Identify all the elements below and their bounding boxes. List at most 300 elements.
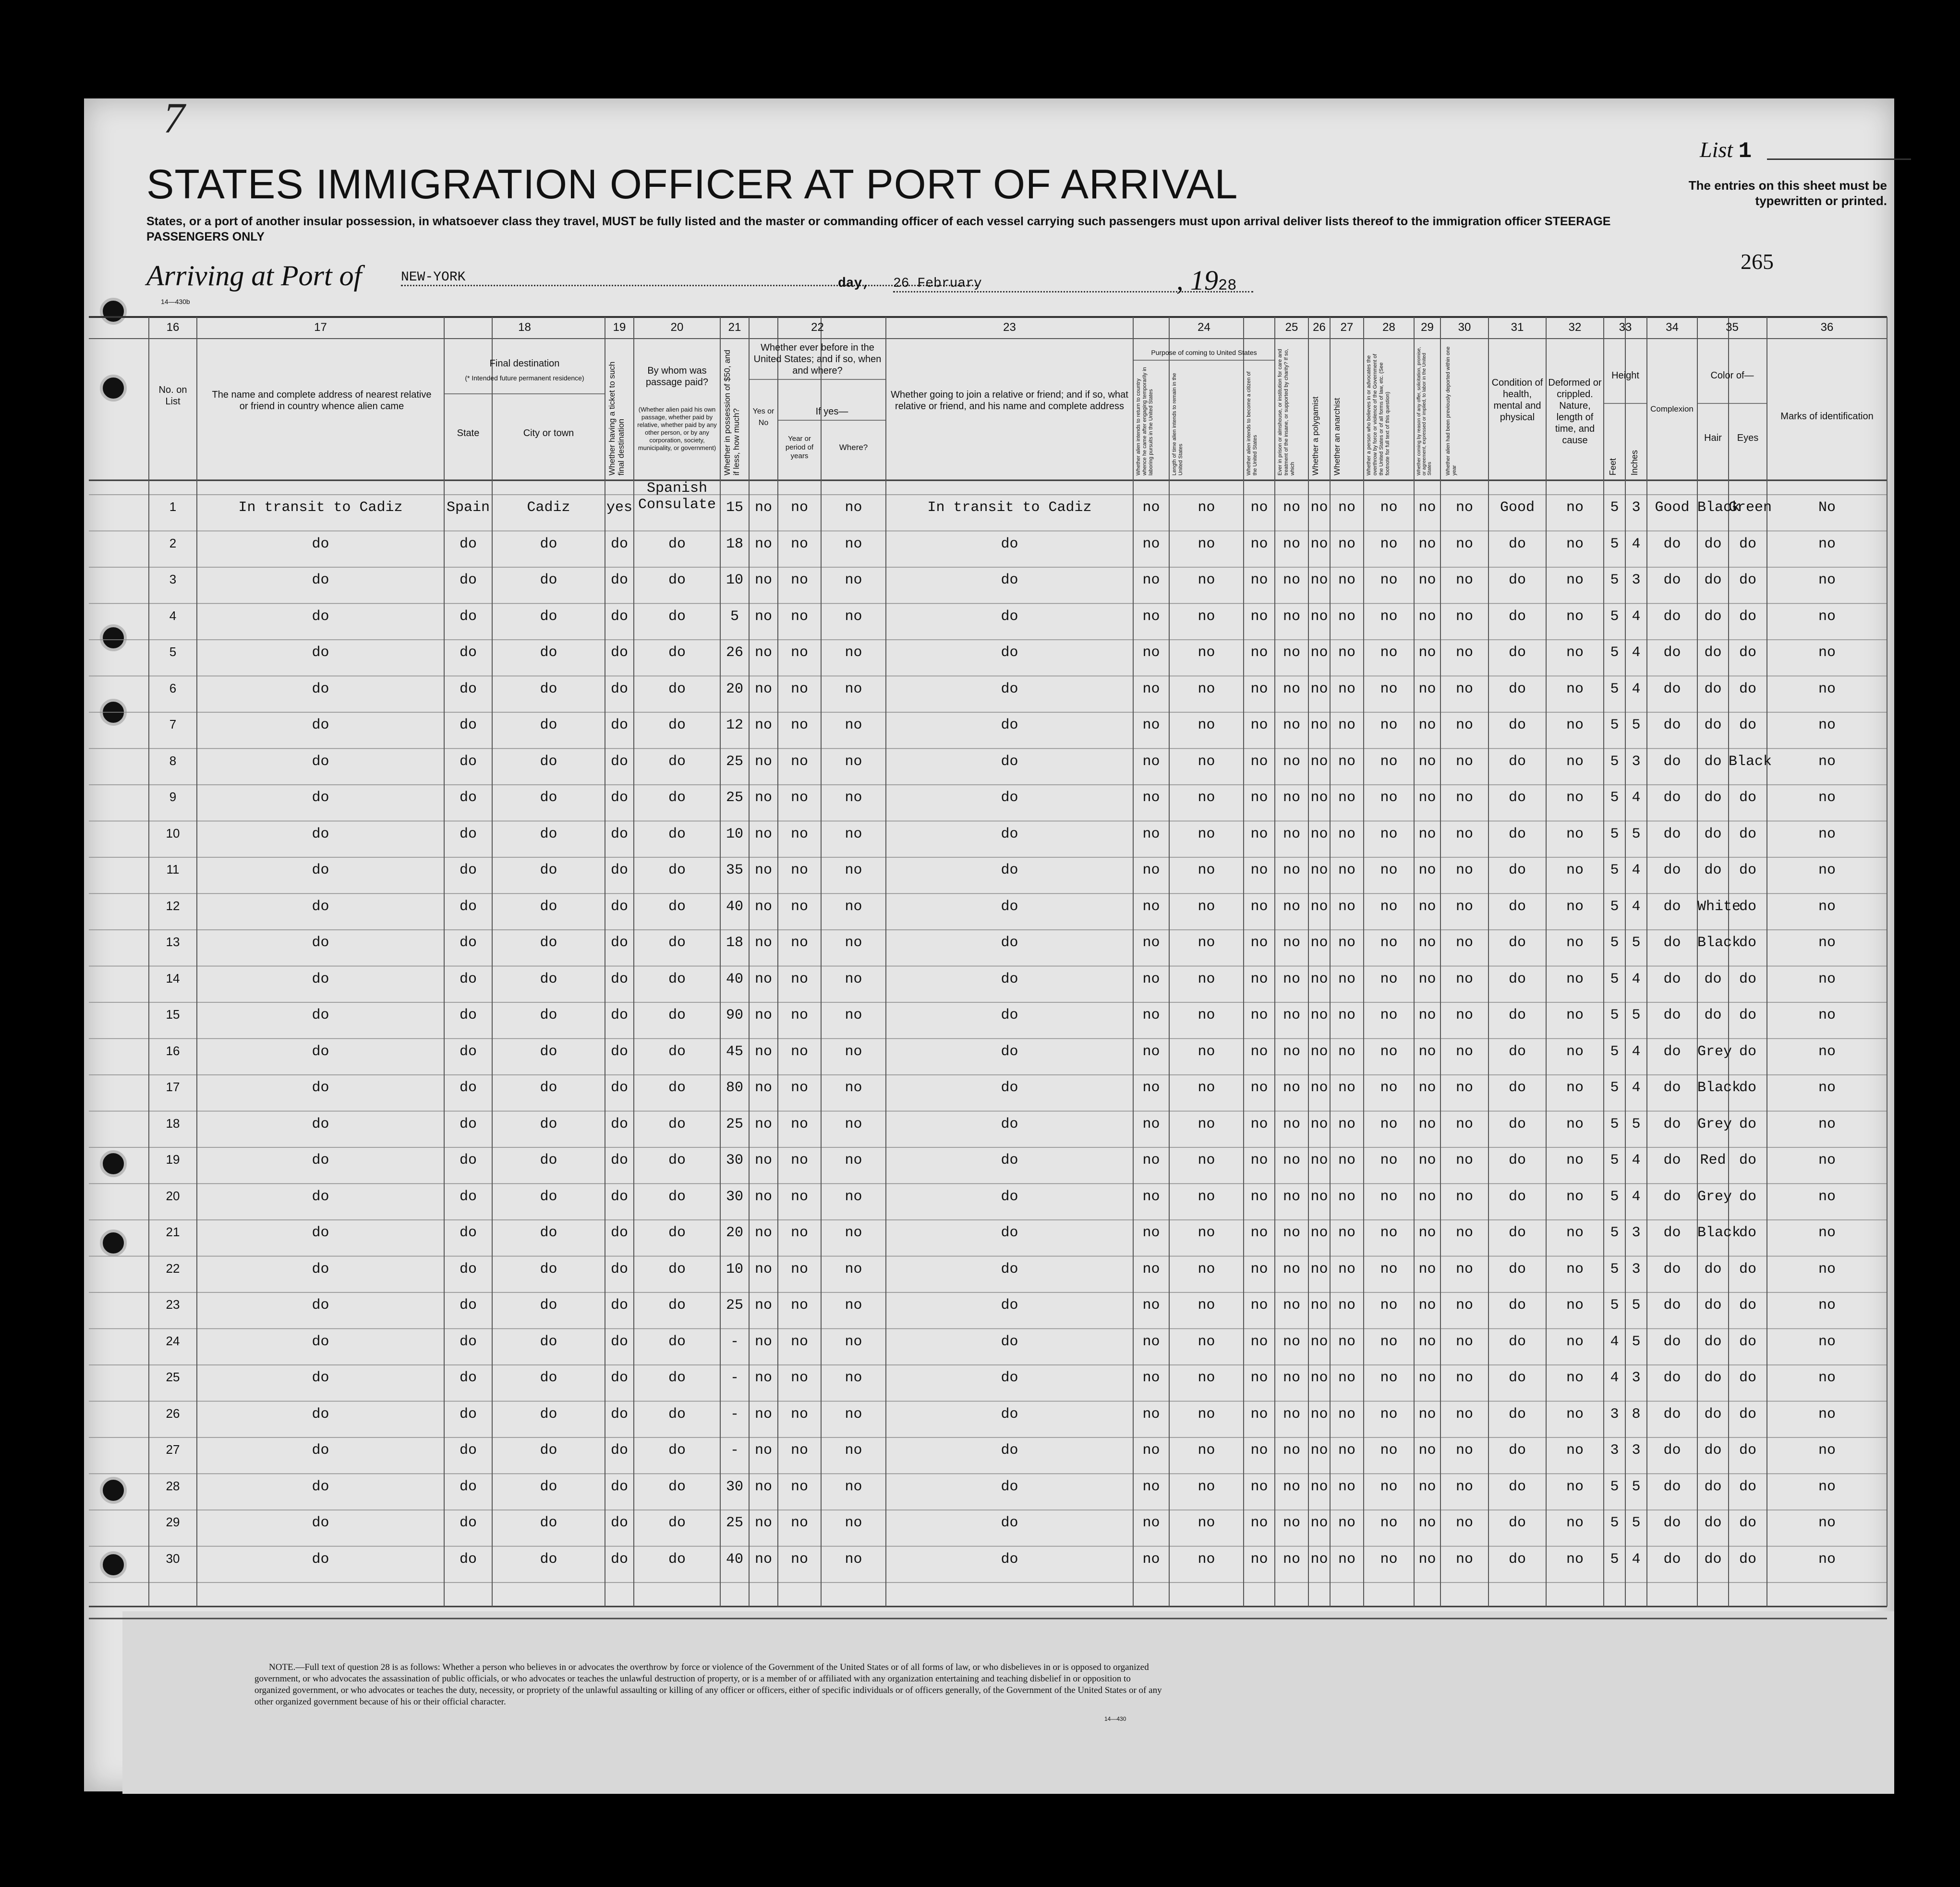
- cell-a: no: [1142, 1261, 1160, 1278]
- cell-q30: no: [1455, 753, 1473, 770]
- cell-money: 25: [726, 753, 743, 770]
- cell-eyes: do: [1739, 971, 1756, 987]
- cell-state: do: [459, 826, 477, 842]
- cell-q28: no: [1380, 1333, 1398, 1350]
- cell-hair: do: [1704, 862, 1722, 878]
- cell-anarch: no: [1338, 1551, 1355, 1568]
- cell-marks: no: [1818, 753, 1836, 770]
- cell-paid: do: [668, 1080, 686, 1096]
- cell-q28: no: [1380, 1007, 1398, 1023]
- cell-ticket: do: [610, 1478, 628, 1495]
- header-final-destination-note: (* Intended future permanent residence): [465, 374, 584, 382]
- cell-prison: no: [1282, 572, 1300, 588]
- cell-no: 15: [166, 1007, 180, 1022]
- cell-eyes: do: [1739, 1297, 1756, 1314]
- cell-prison: no: [1282, 935, 1300, 951]
- cell-where: no: [845, 1080, 862, 1096]
- cell-state: do: [459, 645, 477, 661]
- cell-money: 26: [726, 645, 743, 661]
- cell-health: do: [1508, 753, 1526, 770]
- cell-anarch: no: [1338, 1515, 1355, 1531]
- cell-money: 25: [726, 1297, 743, 1314]
- cell-q29: no: [1418, 1007, 1436, 1023]
- cell-q29: no: [1418, 1478, 1436, 1495]
- cell-a: no: [1142, 1551, 1160, 1568]
- cell-poly: no: [1310, 681, 1328, 697]
- cell-hair: Black: [1697, 1225, 1741, 1241]
- cell-city: do: [540, 536, 557, 552]
- header-deformed: Deformed or crippled. Nature, length of time, and cause: [1548, 377, 1602, 446]
- cell-period: no: [790, 971, 808, 987]
- cell-prison: no: [1282, 826, 1300, 842]
- cell-relative: do: [312, 645, 329, 661]
- corner-mark: 7: [163, 95, 185, 142]
- cell-period: no: [790, 1370, 808, 1386]
- cell-money: 45: [726, 1043, 743, 1060]
- cell-q30: no: [1455, 1478, 1473, 1495]
- cell-paid: do: [668, 1551, 686, 1568]
- column-number: 24: [1198, 321, 1210, 334]
- cell-prison: no: [1282, 971, 1300, 987]
- cell-no: 2: [169, 536, 177, 550]
- cell-health: do: [1508, 1116, 1526, 1132]
- cell-no: 18: [166, 1116, 180, 1131]
- cell-eyes: do: [1739, 1080, 1756, 1096]
- cell-before: no: [754, 1080, 772, 1096]
- cell-poly: no: [1310, 645, 1328, 661]
- cell-hair: do: [1704, 1442, 1722, 1459]
- cell-deformed: no: [1566, 1442, 1584, 1459]
- cell-a: no: [1142, 1370, 1160, 1386]
- cell-complexion: do: [1663, 608, 1681, 625]
- cell-a: no: [1142, 826, 1160, 842]
- cell-complexion: do: [1663, 753, 1681, 770]
- cell-join: do: [1001, 1333, 1018, 1350]
- cell-c: no: [1250, 1333, 1268, 1350]
- cell-q29: no: [1418, 790, 1436, 806]
- cell-inches: 5: [1632, 717, 1641, 733]
- cell-where: no: [845, 1225, 862, 1241]
- cell-anarch: no: [1338, 645, 1355, 661]
- cell-before: no: [754, 608, 772, 625]
- cell-period: no: [790, 1297, 808, 1314]
- cell-relative: do: [312, 753, 329, 770]
- cell-a: no: [1142, 1225, 1160, 1241]
- cell-no: 7: [169, 717, 177, 731]
- cell-complexion: do: [1663, 717, 1681, 733]
- cell-marks: no: [1818, 1043, 1836, 1060]
- cell-poly: no: [1310, 1442, 1328, 1459]
- port-name: NEW-YORK: [401, 270, 977, 286]
- cell-health: do: [1508, 971, 1526, 987]
- cell-deformed: no: [1566, 1478, 1584, 1495]
- cell-before: no: [754, 1333, 772, 1350]
- cell-paid: do: [668, 1442, 686, 1459]
- cell-city: do: [540, 790, 557, 806]
- column-number: 31: [1511, 321, 1524, 334]
- cell-a: no: [1142, 1188, 1160, 1205]
- year-suffix: 28: [1218, 277, 1237, 294]
- cell-paid: do: [668, 1116, 686, 1132]
- cell-q30: no: [1455, 1333, 1473, 1350]
- cell-health: do: [1508, 1406, 1526, 1423]
- cell-paid: do: [668, 1370, 686, 1386]
- column-number: 27: [1340, 321, 1354, 334]
- cell-c: no: [1250, 1551, 1268, 1568]
- cell-poly: no: [1310, 536, 1328, 552]
- cell-hair: Grey: [1697, 1043, 1732, 1060]
- cell-poly: no: [1310, 1370, 1328, 1386]
- cell-feet: 5: [1610, 572, 1619, 588]
- cell-poly: no: [1310, 499, 1328, 516]
- cell-join: do: [1001, 1406, 1018, 1423]
- cell-q29: no: [1418, 1515, 1436, 1531]
- cell-where: no: [845, 862, 862, 878]
- cell-where: no: [845, 1551, 862, 1568]
- cell-prison: no: [1282, 645, 1300, 661]
- cell-paid: do: [668, 681, 686, 697]
- cell-feet: 5: [1610, 1080, 1619, 1096]
- cell-complexion: do: [1663, 862, 1681, 878]
- cell-where: no: [845, 1043, 862, 1060]
- cell-a: no: [1142, 1116, 1160, 1132]
- cell-q29: no: [1418, 898, 1436, 915]
- header-state: State: [457, 428, 480, 438]
- cell-q29: no: [1418, 645, 1436, 661]
- cell-state: Spain: [446, 499, 490, 516]
- cell-eyes: do: [1739, 898, 1756, 915]
- cell-c: no: [1250, 1225, 1268, 1241]
- cell-b: no: [1198, 935, 1215, 951]
- cell-before: no: [754, 971, 772, 987]
- cell-state: do: [459, 898, 477, 915]
- column-number: 21: [728, 321, 741, 334]
- cell-a: no: [1142, 862, 1160, 878]
- cell-anarch: no: [1338, 1225, 1355, 1241]
- cell-poly: no: [1310, 1225, 1328, 1241]
- cell-relative: do: [312, 1116, 329, 1132]
- cell-no: 5: [169, 645, 177, 659]
- cell-where: no: [845, 717, 862, 733]
- cell-q29: no: [1418, 826, 1436, 842]
- cell-q29: no: [1418, 608, 1436, 625]
- cell-q30: no: [1455, 1442, 1473, 1459]
- cell-state: do: [459, 1080, 477, 1096]
- cell-anarch: no: [1338, 1080, 1355, 1096]
- cell-b: no: [1198, 717, 1215, 733]
- cell-money: 30: [726, 1188, 743, 1205]
- cell-q29: no: [1418, 1370, 1436, 1386]
- cell-eyes: do: [1739, 1442, 1756, 1459]
- cell-inches: 4: [1632, 681, 1641, 697]
- cell-feet: 5: [1610, 862, 1619, 878]
- cell-state: do: [459, 1043, 477, 1060]
- cell-ticket: do: [610, 1080, 628, 1096]
- cell-q30: no: [1455, 1225, 1473, 1241]
- cell-deformed: no: [1566, 1188, 1584, 1205]
- cell-deformed: no: [1566, 1116, 1584, 1132]
- cell-q30: no: [1455, 1370, 1473, 1386]
- cell-feet: 5: [1610, 1116, 1619, 1132]
- cell-money: 15: [726, 499, 743, 516]
- cell-anarch: no: [1338, 1297, 1355, 1314]
- header-city: City or town: [523, 428, 574, 438]
- cell-city: do: [540, 826, 557, 842]
- cell-q30: no: [1455, 536, 1473, 552]
- cell-city: do: [540, 898, 557, 915]
- cell-b: no: [1198, 1116, 1215, 1132]
- cell-q28: no: [1380, 898, 1398, 915]
- cell-anarch: no: [1338, 572, 1355, 588]
- cell-before: no: [754, 1297, 772, 1314]
- cell-period: no: [790, 1551, 808, 1568]
- cell-poly: no: [1310, 1406, 1328, 1423]
- cell-ticket: do: [610, 608, 628, 625]
- cell-q28: no: [1380, 1188, 1398, 1205]
- column-number: 30: [1458, 321, 1471, 334]
- cell-paid: do: [668, 1406, 686, 1423]
- header-color-of: Color of—: [1710, 370, 1754, 381]
- cell-eyes: do: [1739, 1225, 1756, 1241]
- cell-feet: 5: [1610, 790, 1619, 806]
- cell-b: no: [1198, 1515, 1215, 1531]
- cell-c: no: [1250, 1043, 1268, 1060]
- cell-where: no: [845, 1478, 862, 1495]
- cell-state: do: [459, 717, 477, 733]
- cell-anarch: no: [1338, 1188, 1355, 1205]
- cell-health: do: [1508, 717, 1526, 733]
- cell-b: no: [1198, 971, 1215, 987]
- cell-paid: do: [668, 935, 686, 951]
- cell-c: no: [1250, 1478, 1268, 1495]
- cell-where: no: [845, 1297, 862, 1314]
- cell-join: do: [1001, 1551, 1018, 1568]
- cell-money: 10: [726, 826, 743, 842]
- cell-before: no: [754, 499, 772, 516]
- cell-poly: no: [1310, 1551, 1328, 1568]
- cell-ticket: do: [610, 1116, 628, 1132]
- cell-q29: no: [1418, 1116, 1436, 1132]
- cell-a: no: [1142, 935, 1160, 951]
- cell-ticket: do: [610, 1007, 628, 1023]
- cell-q29: no: [1418, 753, 1436, 770]
- cell-c: no: [1250, 971, 1268, 987]
- cell-b: no: [1198, 1551, 1215, 1568]
- cell-before: no: [754, 898, 772, 915]
- cell-deformed: no: [1566, 898, 1584, 915]
- cell-q29: no: [1418, 935, 1436, 951]
- cell-complexion: do: [1663, 1478, 1681, 1495]
- cell-inches: 4: [1632, 645, 1641, 661]
- cell-a: no: [1142, 572, 1160, 588]
- cell-marks: no: [1818, 1297, 1836, 1314]
- cell-join: do: [1001, 935, 1018, 951]
- cell-q30: no: [1455, 1116, 1473, 1132]
- cell-city: do: [540, 1515, 557, 1531]
- cell-before: no: [754, 1152, 772, 1169]
- cell-prison: no: [1282, 1297, 1300, 1314]
- cell-ticket: do: [610, 1370, 628, 1386]
- form-number: 14—430b: [161, 298, 190, 305]
- cell-relative: do: [312, 1261, 329, 1278]
- cell-relative: do: [312, 608, 329, 625]
- cell-where: no: [845, 1515, 862, 1531]
- cell-a: no: [1142, 1406, 1160, 1423]
- cell-relative: do: [312, 1007, 329, 1023]
- cell-marks: no: [1818, 935, 1836, 951]
- cell-prison: no: [1282, 1152, 1300, 1169]
- cell-b: no: [1198, 826, 1215, 842]
- cell-join: do: [1001, 971, 1018, 987]
- cell-ticket: do: [610, 681, 628, 697]
- cell-eyes: do: [1739, 826, 1756, 842]
- cell-complexion: do: [1663, 1370, 1681, 1386]
- cell-no: 10: [166, 826, 180, 840]
- cell-eyes: do: [1739, 1007, 1756, 1023]
- cell-no: 29: [166, 1515, 180, 1529]
- arrival-date: 26 February: [893, 276, 1253, 292]
- cell-q30: no: [1455, 572, 1473, 588]
- cell-eyes: do: [1739, 1188, 1756, 1205]
- cell-c: no: [1250, 572, 1268, 588]
- cell-money: -: [730, 1370, 739, 1386]
- cell-a: no: [1142, 1043, 1160, 1060]
- cell-join: do: [1001, 898, 1018, 915]
- cell-complexion: do: [1663, 898, 1681, 915]
- cell-q30: no: [1455, 898, 1473, 915]
- cell-no: 11: [166, 862, 180, 877]
- cell-prison: no: [1282, 1442, 1300, 1459]
- cell-eyes: do: [1739, 1152, 1756, 1169]
- cell-feet: 5: [1610, 681, 1619, 697]
- cell-ticket: do: [610, 898, 628, 915]
- cell-a: no: [1142, 790, 1160, 806]
- cell-deformed: no: [1566, 862, 1584, 878]
- cell-c: no: [1250, 645, 1268, 661]
- cell-c: no: [1250, 862, 1268, 878]
- cell-anarch: no: [1338, 499, 1355, 516]
- cell-state: do: [459, 1188, 477, 1205]
- cell-ticket: do: [610, 1225, 628, 1241]
- column-number: 29: [1421, 321, 1434, 334]
- cell-money: -: [730, 1406, 739, 1423]
- cell-q28: no: [1380, 1116, 1398, 1132]
- column-number: 36: [1820, 321, 1834, 334]
- cell-relative: do: [312, 1478, 329, 1495]
- cell-eyes: do: [1739, 681, 1756, 697]
- cell-join: do: [1001, 1080, 1018, 1096]
- cell-feet: 4: [1610, 1370, 1619, 1386]
- cell-anarch: no: [1338, 753, 1355, 770]
- header-purpose: Purpose of coming to United States: [1151, 349, 1257, 356]
- cell-a: no: [1142, 753, 1160, 770]
- cell-state: do: [459, 1261, 477, 1278]
- cell-a: no: [1142, 1478, 1160, 1495]
- cell-state: do: [459, 572, 477, 588]
- header-nearest-relative: The name and complete address of nearest relative or friend in country whence alien came: [212, 390, 432, 412]
- cell-marks: no: [1818, 717, 1836, 733]
- cell-poly: no: [1310, 753, 1328, 770]
- cell-q30: no: [1455, 971, 1473, 987]
- cell-c: no: [1250, 935, 1268, 951]
- cell-hair: do: [1704, 645, 1722, 661]
- header-passage-paid: By whom was passage paid?: [645, 365, 709, 388]
- cell-relative: do: [312, 1406, 329, 1423]
- cell-marks: No: [1818, 499, 1836, 516]
- cell-deformed: no: [1566, 1152, 1584, 1169]
- cell-where: no: [845, 1333, 862, 1350]
- cell-eyes: do: [1739, 572, 1756, 588]
- cell-state: do: [459, 1478, 477, 1495]
- cell-before: no: [754, 1370, 772, 1386]
- cell-q29: no: [1418, 536, 1436, 552]
- cell-feet: 5: [1610, 935, 1619, 951]
- cell-money: 25: [726, 1515, 743, 1531]
- cell-paid: do: [668, 862, 686, 878]
- cell-city: do: [540, 1478, 557, 1495]
- cell-period: no: [790, 1080, 808, 1096]
- cell-marks: no: [1818, 971, 1836, 987]
- cell-a: no: [1142, 898, 1160, 915]
- cell-period: no: [790, 1225, 808, 1241]
- cell-before: no: [754, 681, 772, 697]
- cell-money: 30: [726, 1152, 743, 1169]
- cell-complexion: do: [1663, 826, 1681, 842]
- cell-relative: do: [312, 572, 329, 588]
- cell-relative: do: [312, 1515, 329, 1531]
- cell-no: 21: [166, 1225, 180, 1239]
- cell-a: no: [1142, 1152, 1160, 1169]
- cell-state: do: [459, 935, 477, 951]
- cell-a: no: [1142, 681, 1160, 697]
- cell-eyes: do: [1739, 536, 1756, 552]
- cell-hair: Black: [1697, 935, 1741, 951]
- cell-c: no: [1250, 499, 1268, 516]
- page-subtitle: States, or a port of another insular possession, in whatsoever class they travel, MUST be fully listed and the master or commanding officer of each vessel carrying such passengers must upon arrival deliver lists thereof to the immigration officer STEERAGE PASSENGERS ONLY: [146, 215, 1611, 243]
- header-polygamist: Whether a polygamist: [1311, 396, 1320, 475]
- cell-b: no: [1198, 1225, 1215, 1241]
- cell-relative: do: [312, 1043, 329, 1060]
- cell-c: no: [1250, 898, 1268, 915]
- cell-prison: no: [1282, 608, 1300, 625]
- cell-paid: do: [668, 1043, 686, 1060]
- cell-deformed: no: [1566, 971, 1584, 987]
- cell-q28: no: [1380, 1478, 1398, 1495]
- cell-period: no: [790, 1442, 808, 1459]
- column-number: 20: [670, 321, 684, 334]
- cell-eyes: do: [1739, 1515, 1756, 1531]
- cell-prison: no: [1282, 681, 1300, 697]
- cell-prison: no: [1282, 753, 1300, 770]
- cell-join: do: [1001, 1297, 1018, 1314]
- cell-hair: Black: [1697, 1080, 1741, 1096]
- cell-q28: no: [1380, 717, 1398, 733]
- cell-marks: no: [1818, 608, 1836, 625]
- cell-inches: 3: [1632, 1261, 1641, 1278]
- cell-join: do: [1001, 826, 1018, 842]
- cell-before: no: [754, 536, 772, 552]
- cell-where: no: [845, 1152, 862, 1169]
- cell-join: do: [1001, 645, 1018, 661]
- cell-q30: no: [1455, 608, 1473, 625]
- cell-city: do: [540, 572, 557, 588]
- column-number: 18: [518, 321, 531, 334]
- cell-ticket: do: [610, 1442, 628, 1459]
- cell-poly: no: [1310, 862, 1328, 878]
- cell-poly: no: [1310, 717, 1328, 733]
- cell-anarch: no: [1338, 1478, 1355, 1495]
- cell-feet: 5: [1610, 1007, 1619, 1023]
